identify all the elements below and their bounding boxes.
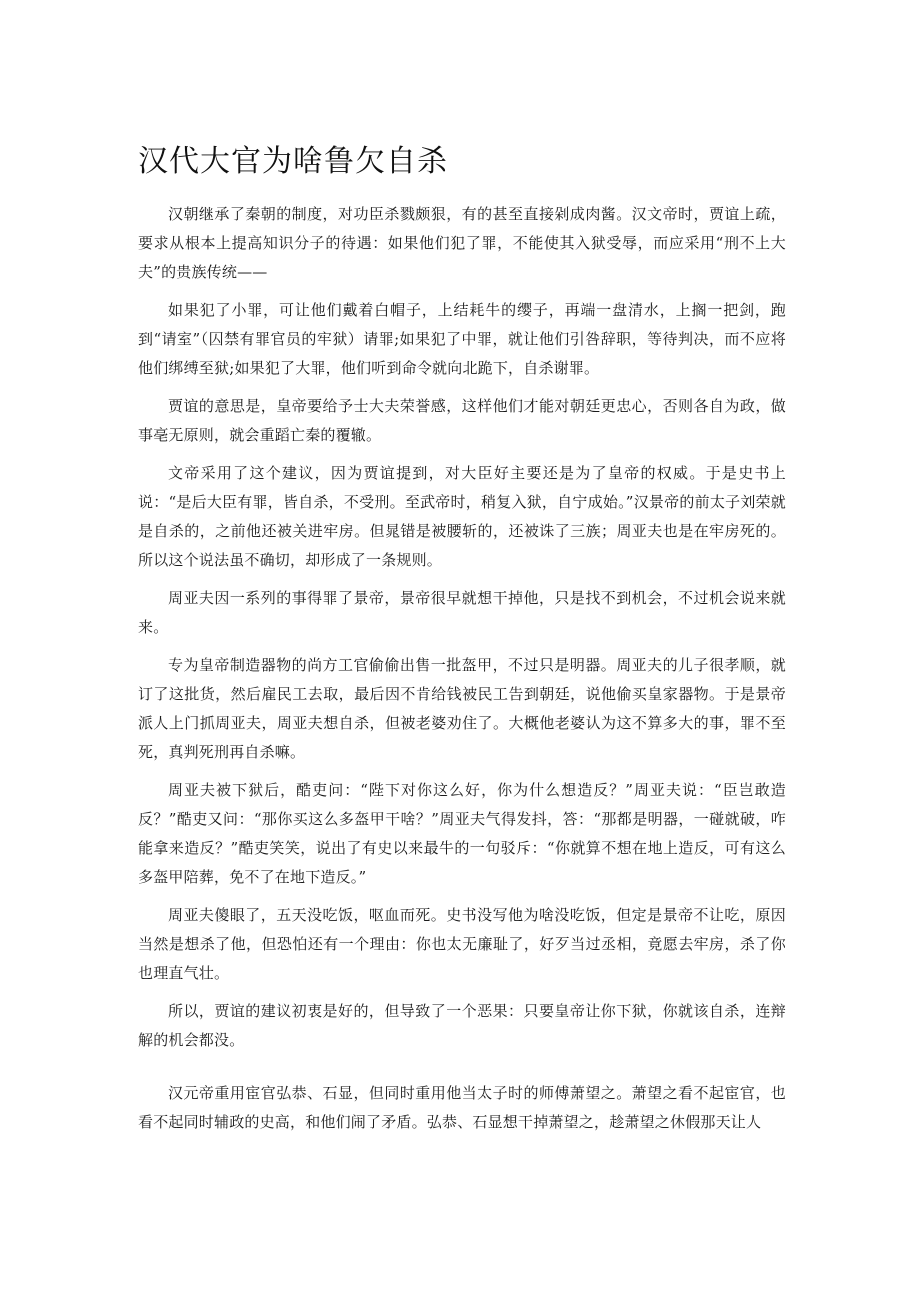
paragraph: 文帝采用了这个建议，因为贾谊提到，对大臣好主要还是为了皇帝的权威。于是史书上说：“是后大臣有罪，皆自杀，不受刑。至武帝时，稍复入狱，自宁成始。”汉景帝的前太子刘荣就是自杀的，之前他还被关进牢房。但晁错是被腰斩的，还被诛了三族；周亚夫也是在牢房死的。所以这个说法虽不确切，却形成了一条规则。 bbox=[138, 464, 786, 569]
page-title: 汉代大官为啥鲁欠自杀 bbox=[138, 144, 448, 179]
paragraph: 汉元帝重用宦官弘恭、石显，但同时重用他当太子时的师傅萧望之。萧望之看不起宦官，也看不起同时辅政的史高，和他们闹了矛盾。弘恭、石显想干掉萧望之，趁萧望之休假那天让人 bbox=[138, 1084, 786, 1131]
paragraph: 周亚夫被下狱后，酷吏问：“陛下对你这么好，你为什么想造反？”周亚夫说：“臣岂敢造反？”酷吏又问：“那你买这么多盔甲干啥？”周亚夫气得发抖，答：“那都是明器，一碰就破，咋能拿来造反？”酷吏笑笑，说出了有史以来最牛的一句驳斥：“你就算不想在地上造反，可有这么多盔甲陪葬，免不了在地下造反。” bbox=[138, 781, 786, 886]
paragraph: 周亚夫傻眼了，五天没吃饭，呕血而死。史书没写他为啥没吃饭，但定是景帝不让吃，原因当然是想杀了他，但恐怕还有一个理由：你也太无廉耻了，好歹当过丞相，竟愿去牢房，杀了你也理直气壮。 bbox=[138, 906, 786, 982]
paragraph: 贾谊的意思是，皇帝要给予士大夫荣誉感，这样他们才能对朝廷更忠心，否则各自为政，做事亳无原则，就会重蹈亡秦的覆辙。 bbox=[138, 397, 786, 444]
paragraph: 周亚夫因一系列的事得罪了景帝，景帝很早就想干掉他，只是找不到机会，不过机会说来就来。 bbox=[138, 589, 786, 636]
article-body bbox=[138, 200, 786, 1146]
paragraph: 汉朝继承了秦朝的制度，对功臣杀戮颇狠，有的甚至直接剁成肉酱。汉文帝时，贾谊上疏，要求从根本上提高知识分子的待遇：如果他们犯了罪，不能使其入狱受辱，而应采用“刑不上大夫”的贵族传统—— bbox=[138, 205, 786, 281]
paragraph: 专为皇帝制造器物的尚方工官偷偷出售一批盔甲，不过只是明器。周亚夫的儿子很孝顺，就订了这批货，然后雇民工去取，最后因不肯给钱被民工告到朝廷，说他偷买皇家器物。于是景帝派人上门抓周亚夫，周亚夫想自杀，但被老婆劝住了。大概他老婆认为这不算多大的事，罪不至死，真判死刑再自杀嘛。 bbox=[138, 656, 786, 761]
paragraph: 如果犯了小罪，可让他们戴着白帽子，上结耗牛的缨子，再端一盘清水，上搁一把剑，跑到“请室”（囚禁有罪官员的牢狱）请罪;如果犯了中罪，就让他们引咎辞职，等待判决，而不应将他们绑缚至狱;如果犯了大罪，他们听到命令就向北跪下，自杀谢罪。 bbox=[138, 301, 786, 377]
paragraph: 所以，贾谊的建议初衷是好的，但导致了一个恶果：只要皇帝让你下狱，你就该自杀，连辩解的机会都没。 bbox=[138, 1002, 786, 1049]
